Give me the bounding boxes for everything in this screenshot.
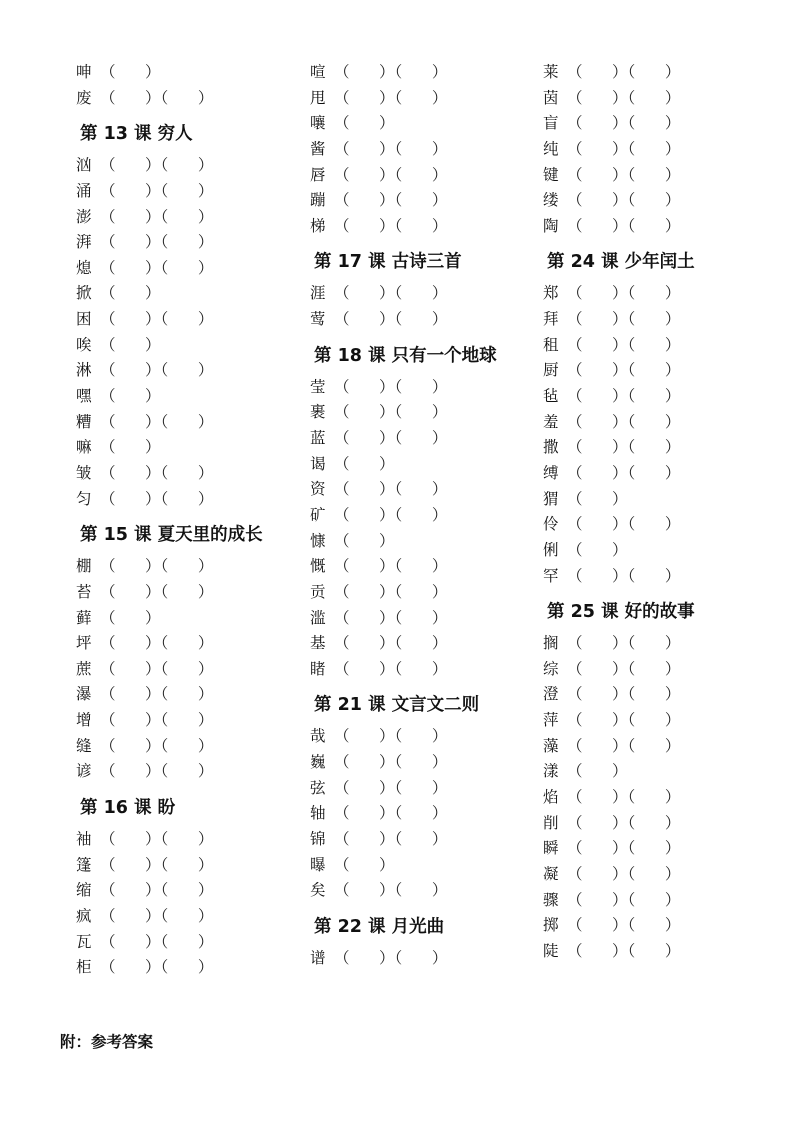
vocab-row [543, 631, 695, 657]
answer-blanks-two[interactable]: （ ）（ ） [334, 804, 448, 823]
vocab-character: 拜 [543, 310, 559, 329]
answer-blanks-two[interactable]: （ ）（ ） [100, 711, 214, 730]
vocab-row [543, 111, 695, 137]
vocab-row [543, 657, 695, 683]
vocab-character: 匀 [76, 489, 92, 508]
vocab-character: 陶 [543, 216, 559, 235]
vocab-row [310, 214, 497, 240]
answer-blanks-two[interactable]: （ ）（ ） [100, 489, 214, 508]
answer-blanks-two[interactable]: （ ）（ ） [567, 813, 681, 832]
vocab-row [310, 853, 497, 879]
answer-blanks-two[interactable]: （ ）（ ） [567, 864, 681, 883]
answer-blanks-two[interactable]: （ ）（ ） [334, 634, 448, 653]
vocab-row [76, 461, 263, 487]
vocab-character: 哉 [310, 727, 326, 746]
answer-blanks-two[interactable]: （ ）（ ） [334, 88, 448, 107]
vocab-character: 缚 [543, 463, 559, 482]
vocab-character: 坪 [76, 634, 92, 653]
vocab-row [543, 384, 695, 410]
answer-blanks-two[interactable]: （ ）（ ） [567, 387, 681, 406]
answer-blank-one[interactable]: （ ） [334, 855, 395, 874]
vocab-row [76, 708, 263, 734]
answer-blanks-two[interactable]: （ ）（ ） [567, 634, 681, 653]
vocab-row [310, 86, 497, 112]
vocab-row [76, 307, 263, 333]
answer-blank-one[interactable]: （ ） [100, 335, 161, 354]
lesson-heading: 第 16 课 盼 [80, 798, 176, 819]
vocab-character: 罕 [543, 566, 559, 585]
vocab-character: 酱 [310, 139, 326, 158]
vocab-character: 澎 [76, 207, 92, 226]
vocab-row [543, 163, 695, 189]
answer-blanks-two[interactable]: （ ）（ ） [334, 608, 448, 627]
vocab-character: 盲 [543, 114, 559, 133]
vocab-character: 搁 [543, 634, 559, 653]
vocab-row [76, 205, 263, 231]
vocab-row [543, 836, 695, 862]
vocab-character: 莹 [310, 377, 326, 396]
answer-blanks-two[interactable]: （ ）（ ） [100, 659, 214, 678]
vocab-character: 毡 [543, 387, 559, 406]
answer-blanks-two[interactable]: （ ）（ ） [100, 557, 214, 576]
vocab-character: 漾 [543, 762, 559, 781]
vocab-row [76, 734, 263, 760]
vocab-row [76, 410, 263, 436]
vocab-character: 谚 [76, 762, 92, 781]
vocab-character: 掀 [76, 284, 92, 303]
answer-blanks-two[interactable]: （ ）（ ） [567, 463, 681, 482]
vocab-row [543, 333, 695, 359]
worksheet-column-1 [76, 60, 263, 981]
answer-blank-one[interactable]: （ ） [334, 114, 395, 133]
vocab-row [310, 137, 497, 163]
vocab-character: 缕 [543, 191, 559, 210]
answer-blanks-two[interactable]: （ ）（ ） [567, 284, 681, 303]
vocab-row [543, 86, 695, 112]
answer-blank-one[interactable]: （ ） [100, 438, 161, 457]
vocab-row [543, 538, 695, 564]
answer-blanks-two[interactable]: （ ）（ ） [100, 156, 214, 175]
vocab-row [543, 461, 695, 487]
answer-blanks-two[interactable]: （ ）（ ） [100, 634, 214, 653]
vocab-row [310, 946, 497, 972]
vocab-row [310, 503, 497, 529]
vocab-character: 糟 [76, 412, 92, 431]
answer-blanks-two[interactable]: （ ）（ ） [334, 659, 448, 678]
answer-blanks-two[interactable]: （ ）（ ） [567, 114, 681, 133]
answer-blanks-two[interactable]: （ ）（ ） [334, 948, 448, 967]
vocab-row [543, 939, 695, 965]
vocab-character: 藻 [543, 736, 559, 755]
answer-blanks-two[interactable]: （ ）（ ） [567, 412, 681, 431]
vocab-row [76, 179, 263, 205]
vocab-character: 瀑 [76, 685, 92, 704]
vocab-character: 疯 [76, 906, 92, 925]
vocab-row [310, 827, 497, 853]
vocab-row [543, 759, 695, 785]
answer-blanks-two[interactable]: （ ）（ ） [334, 505, 448, 524]
vocab-row [76, 759, 263, 785]
vocab-row [76, 153, 263, 179]
vocab-character: 纯 [543, 139, 559, 158]
vocab-character: 涌 [76, 181, 92, 200]
vocab-character: 曝 [310, 855, 326, 874]
vocab-row [543, 785, 695, 811]
vocab-row [76, 554, 263, 580]
vocab-row [76, 333, 263, 359]
answer-blanks-two[interactable]: （ ）（ ） [567, 659, 681, 678]
answer-blanks-two[interactable]: （ ）（ ） [100, 906, 214, 925]
vocab-character: 慷 [310, 531, 326, 550]
lesson-heading: 第 24 课 少年闰土 [547, 252, 695, 273]
answer-blanks-two[interactable]: （ ）（ ） [334, 557, 448, 576]
vocab-character: 瓦 [76, 932, 92, 951]
lesson-heading: 第 25 课 好的故事 [547, 602, 695, 623]
answer-key-label: 附：参考答案 [60, 1033, 154, 1051]
vocab-character: 莱 [543, 63, 559, 81]
vocab-character: 熄 [76, 258, 92, 277]
vocab-row [76, 256, 263, 282]
vocab-row [310, 400, 497, 426]
answer-blanks-two[interactable]: （ ）（ ） [567, 515, 681, 534]
vocab-row [310, 750, 497, 776]
answer-blanks-two[interactable]: （ ）（ ） [100, 310, 214, 329]
vocab-character: 巍 [310, 753, 326, 772]
vocab-row [310, 188, 497, 214]
vocab-row [543, 307, 695, 333]
vocab-row [76, 230, 263, 256]
vocab-character: 蹦 [310, 191, 326, 210]
vocab-character: 猬 [543, 489, 559, 508]
vocab-character: 甩 [310, 88, 326, 107]
vocab-character: 涯 [310, 284, 326, 303]
vocab-row [543, 913, 695, 939]
answer-blanks-two[interactable]: （ ）（ ） [100, 361, 214, 380]
vocab-character: 矿 [310, 505, 326, 524]
vocab-character: 谱 [310, 948, 326, 967]
lesson-heading: 第 18 课 只有一个地球 [314, 345, 497, 366]
vocab-row [76, 86, 263, 112]
vocab-row [76, 281, 263, 307]
answer-blanks-two[interactable]: （ ）（ ） [100, 685, 214, 704]
vocab-row [543, 188, 695, 214]
answer-blanks-two[interactable]: （ ）（ ） [100, 762, 214, 781]
answer-blanks-two[interactable]: （ ）（ ） [334, 830, 448, 849]
answer-blanks-two[interactable]: （ ）（ ） [567, 165, 681, 184]
vocab-character: 棚 [76, 557, 92, 576]
answer-blanks-two[interactable]: （ ）（ ） [334, 139, 448, 158]
vocab-character: 蓝 [310, 429, 326, 448]
answer-blanks-two[interactable]: （ ）（ ） [100, 258, 214, 277]
vocab-row [310, 426, 497, 452]
answer-blanks-two[interactable]: （ ）（ ） [567, 916, 681, 935]
answer-blanks-two[interactable]: （ ）（ ） [567, 736, 681, 755]
vocab-character: 皱 [76, 463, 92, 482]
vocab-character: 蔗 [76, 659, 92, 678]
answer-blank-one[interactable]: （ ） [334, 531, 395, 550]
vocab-row [310, 375, 497, 401]
answer-blanks-two[interactable]: （ ）（ ） [567, 335, 681, 354]
lesson-heading: 第 21 课 文言文二则 [314, 695, 480, 716]
vocab-row [76, 384, 263, 410]
answer-blanks-two[interactable]: （ ）（ ） [567, 361, 681, 380]
vocab-character: 篷 [76, 855, 92, 874]
answer-blanks-two[interactable]: （ ）（ ） [334, 310, 448, 329]
answer-blanks-two[interactable]: （ ）（ ） [567, 216, 681, 235]
vocab-row [310, 529, 497, 555]
answer-blanks-two[interactable]: （ ）（ ） [567, 191, 681, 210]
vocab-character: 租 [543, 335, 559, 354]
vocab-row [76, 487, 263, 513]
vocab-row [543, 734, 695, 760]
answer-blank-one[interactable]: （ ） [100, 608, 161, 627]
vocab-row [310, 452, 497, 478]
answer-blank-one[interactable]: （ ） [567, 762, 628, 781]
vocab-character: 睹 [310, 659, 326, 678]
vocab-character: 综 [543, 659, 559, 678]
answer-blanks-two[interactable]: （ ）（ ） [100, 881, 214, 900]
vocab-row [310, 878, 497, 904]
vocab-row [543, 811, 695, 837]
answer-blank-one[interactable]: （ ） [567, 540, 628, 559]
vocab-character: 唇 [310, 165, 326, 184]
vocab-row [310, 606, 497, 632]
vocab-character: 焰 [543, 788, 559, 807]
vocab-row [310, 657, 497, 683]
vocab-row [76, 358, 263, 384]
vocab-row [310, 111, 497, 137]
vocab-character: 基 [310, 634, 326, 653]
answer-blanks-two[interactable]: （ ）（ ） [334, 778, 448, 797]
vocab-row [76, 682, 263, 708]
vocab-character: 汹 [76, 156, 92, 175]
answer-blanks-two[interactable]: （ ）（ ） [334, 727, 448, 746]
vocab-row [543, 708, 695, 734]
vocab-row [76, 657, 263, 683]
vocab-row [76, 904, 263, 930]
answer-blank-one[interactable]: （ ） [334, 454, 395, 473]
vocab-character: 削 [543, 813, 559, 832]
vocab-row [543, 564, 695, 590]
vocab-row [543, 410, 695, 436]
answer-blanks-two[interactable]: （ ）（ ） [334, 191, 448, 210]
answer-blanks-two[interactable]: （ ）（ ） [100, 932, 214, 951]
vocab-character: 澄 [543, 685, 559, 704]
answer-blanks-two[interactable]: （ ）（ ） [567, 139, 681, 158]
vocab-character: 唉 [76, 335, 92, 354]
vocab-character: 资 [310, 480, 326, 499]
answer-blanks-two[interactable]: （ ）（ ） [100, 88, 214, 107]
vocab-row [76, 827, 263, 853]
vocab-character: 键 [543, 165, 559, 184]
answer-blanks-two[interactable]: （ ）（ ） [334, 429, 448, 448]
answer-blanks-two[interactable]: （ ）（ ） [334, 216, 448, 235]
vocab-row [310, 163, 497, 189]
vocab-character: 凝 [543, 864, 559, 883]
answer-blank-one[interactable]: （ ） [567, 489, 628, 508]
answer-blanks-two[interactable]: （ ）（ ） [567, 685, 681, 704]
answer-blanks-two[interactable]: （ ）（ ） [100, 207, 214, 226]
vocab-character: 困 [76, 310, 92, 329]
answer-blanks-two[interactable]: （ ）（ ） [567, 711, 681, 730]
vocab-row [76, 955, 263, 981]
vocab-character: 俐 [543, 540, 559, 559]
vocab-character: 矣 [310, 881, 326, 900]
vocab-row [76, 930, 263, 956]
vocab-character: 废 [76, 88, 92, 107]
vocab-row [310, 477, 497, 503]
lesson-heading: 第 15 课 夏天里的成长 [80, 525, 263, 546]
vocab-character: 郑 [543, 284, 559, 303]
vocab-character: 弦 [310, 778, 326, 797]
answer-blanks-two[interactable]: （ ）（ ） [334, 63, 448, 81]
vocab-character: 苔 [76, 582, 92, 601]
answer-blanks-two[interactable]: （ ）（ ） [100, 830, 214, 849]
answer-blanks-two[interactable]: （ ）（ ） [100, 463, 214, 482]
answer-blanks-two[interactable]: （ ）（ ） [567, 890, 681, 909]
answer-blanks-two[interactable]: （ ）（ ） [567, 566, 681, 585]
vocab-character: 梯 [310, 216, 326, 235]
vocab-character: 嘛 [76, 438, 92, 457]
vocab-row [310, 776, 497, 802]
answer-blanks-two[interactable]: （ ）（ ） [567, 88, 681, 107]
vocab-character: 增 [76, 711, 92, 730]
answer-blanks-two[interactable]: （ ）（ ） [567, 788, 681, 807]
vocab-row [76, 606, 263, 632]
answer-blanks-two[interactable]: （ ）（ ） [334, 403, 448, 422]
vocab-character: 莺 [310, 310, 326, 329]
vocab-row [543, 358, 695, 384]
vocab-character: 骤 [543, 890, 559, 909]
answer-blanks-two[interactable]: （ ）（ ） [334, 480, 448, 499]
vocab-character: 慨 [310, 557, 326, 576]
vocab-character: 撒 [543, 438, 559, 457]
vocab-row [310, 60, 497, 86]
vocab-character: 缩 [76, 881, 92, 900]
answer-blanks-two[interactable]: （ ）（ ） [567, 63, 681, 81]
answer-blanks-two[interactable]: （ ）（ ） [567, 438, 681, 457]
answer-blanks-two[interactable]: （ ）（ ） [100, 412, 214, 431]
vocab-character: 瞬 [543, 839, 559, 858]
answer-blanks-two[interactable]: （ ）（ ） [334, 165, 448, 184]
answer-blanks-two[interactable]: （ ）（ ） [100, 181, 214, 200]
vocab-character: 掷 [543, 916, 559, 935]
vocab-character: 呻 [76, 63, 92, 81]
answer-blanks-two[interactable]: （ ）（ ） [334, 377, 448, 396]
vocab-character: 缝 [76, 736, 92, 755]
vocab-character: 嘿 [76, 387, 92, 406]
vocab-character: 喧 [310, 63, 326, 81]
answer-blanks-two[interactable]: （ ）（ ） [567, 839, 681, 858]
vocab-row [543, 214, 695, 240]
vocab-character: 藓 [76, 608, 92, 627]
vocab-character: 厨 [543, 361, 559, 380]
worksheet-column-2 [310, 60, 497, 972]
vocab-row [76, 580, 263, 606]
answer-blank-one[interactable]: （ ） [100, 63, 161, 81]
answer-blanks-two[interactable]: （ ）（ ） [334, 284, 448, 303]
vocab-character: 陡 [543, 941, 559, 960]
vocab-row [76, 435, 263, 461]
vocab-character: 裹 [310, 403, 326, 422]
answer-blanks-two[interactable]: （ ）（ ） [567, 941, 681, 960]
vocab-character: 淋 [76, 361, 92, 380]
vocab-row [543, 862, 695, 888]
vocab-row [310, 801, 497, 827]
vocab-row [76, 631, 263, 657]
answer-blanks-two[interactable]: （ ）（ ） [334, 753, 448, 772]
vocab-row [543, 682, 695, 708]
vocab-character: 嚷 [310, 114, 326, 133]
vocab-character: 轴 [310, 804, 326, 823]
vocab-character: 茵 [543, 88, 559, 107]
vocab-character: 柜 [76, 958, 92, 977]
answer-blanks-two[interactable]: （ ）（ ） [100, 233, 214, 252]
vocab-row [310, 631, 497, 657]
vocab-character: 锦 [310, 830, 326, 849]
answer-blanks-two[interactable]: （ ）（ ） [100, 582, 214, 601]
worksheet-column-3 [543, 60, 695, 965]
vocab-row [543, 888, 695, 914]
vocab-row [76, 878, 263, 904]
answer-blanks-two[interactable]: （ ）（ ） [334, 582, 448, 601]
vocab-row [310, 724, 497, 750]
vocab-row [310, 580, 497, 606]
answer-blank-one[interactable]: （ ） [100, 284, 161, 303]
vocab-row [310, 307, 497, 333]
answer-blanks-two[interactable]: （ ）（ ） [100, 855, 214, 874]
vocab-row [543, 137, 695, 163]
vocab-row [310, 281, 497, 307]
vocab-row [543, 512, 695, 538]
answer-blanks-two[interactable]: （ ）（ ） [567, 310, 681, 329]
answer-blank-one[interactable]: （ ） [100, 387, 161, 406]
vocab-character: 羞 [543, 412, 559, 431]
lesson-heading: 第 22 课 月光曲 [314, 916, 445, 937]
vocab-row [76, 60, 263, 86]
vocab-row [76, 853, 263, 879]
vocab-character: 滥 [310, 608, 326, 627]
vocab-row [543, 60, 695, 86]
vocab-row [310, 554, 497, 580]
vocab-character: 贡 [310, 582, 326, 601]
vocab-character: 谒 [310, 454, 326, 473]
answer-blanks-two[interactable]: （ ）（ ） [334, 881, 448, 900]
vocab-character: 萍 [543, 711, 559, 730]
vocab-row [543, 487, 695, 513]
lesson-heading: 第 13 课 穷人 [80, 124, 193, 145]
lesson-heading: 第 17 课 古诗三首 [314, 252, 462, 273]
vocab-character: 袖 [76, 830, 92, 849]
vocab-row [543, 281, 695, 307]
answer-blanks-two[interactable]: （ ）（ ） [100, 958, 214, 977]
vocab-character: 伶 [543, 515, 559, 534]
answer-blanks-two[interactable]: （ ）（ ） [100, 736, 214, 755]
vocab-row [543, 435, 695, 461]
vocab-character: 湃 [76, 233, 92, 252]
